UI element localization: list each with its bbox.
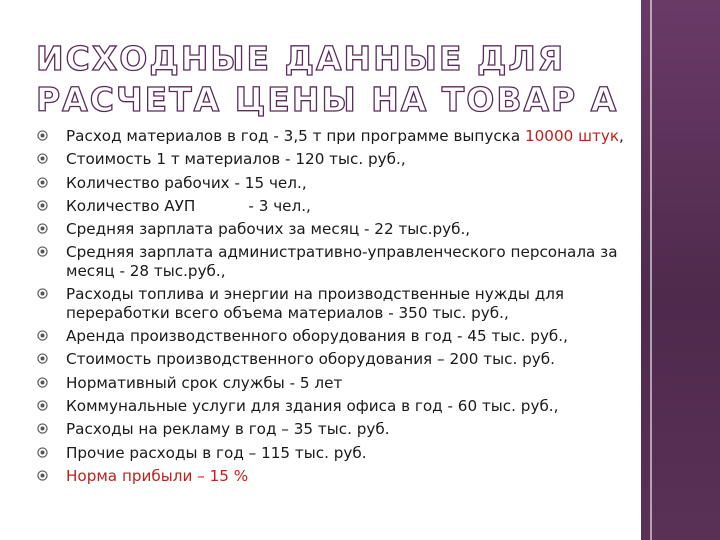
bullet-text: Прочие расходы в год – 115 тыс. руб. xyxy=(66,443,367,462)
target-bullet-icon xyxy=(37,246,48,257)
bullet-item xyxy=(36,327,628,346)
bullet-text: Количество АУП - 3 чел., xyxy=(66,196,311,215)
bullet-item xyxy=(36,444,628,463)
target-bullet-icon xyxy=(37,153,48,164)
title-line-2: РАСЧЕТА ЦЕНЫ НА ТОВАР А xyxy=(36,80,619,119)
bullet-item xyxy=(36,374,628,393)
bullet-item xyxy=(36,243,628,280)
bullet-text: Стоимость производственного оборудования – 200 тыс. руб. xyxy=(66,350,555,369)
bullet-text: Средняя зарплата рабочих за месяц - 22 тыс.руб., xyxy=(66,220,471,239)
bullet-highlight: 10000 штук xyxy=(524,127,620,145)
bullet-item xyxy=(36,420,628,439)
target-bullet-icon xyxy=(37,130,48,141)
bullet-item xyxy=(36,467,628,486)
target-bullet-icon xyxy=(37,330,48,341)
bullet-text: Аренда производственного оборудования в год - 45 тыс. руб., xyxy=(66,327,568,346)
bullet-item xyxy=(36,220,628,239)
right-accent-line xyxy=(650,0,652,540)
bullet-item xyxy=(36,127,628,146)
target-bullet-icon xyxy=(37,470,48,481)
bullet-item xyxy=(36,174,628,193)
bullet-tail: , xyxy=(619,127,624,145)
target-bullet-icon xyxy=(37,177,48,188)
bullet-item xyxy=(36,197,628,216)
target-bullet-icon xyxy=(37,447,48,458)
bullet-text: Средняя зарплата административно-управленческого персонала за месяц - 28 тыс.руб., xyxy=(66,243,618,280)
target-bullet-icon xyxy=(37,200,48,211)
target-bullet-icon xyxy=(37,223,48,234)
target-bullet-icon xyxy=(37,353,48,364)
bullet-item xyxy=(36,150,628,169)
bullet-text: Расходы на рекламу в год – 35 тыс. руб. xyxy=(66,420,390,439)
bullet-text: Стоимость 1 т материалов - 120 тыс. руб., xyxy=(66,150,406,169)
bullet-text: Количество рабочих - 15 чел., xyxy=(66,173,307,192)
right-accent-bar xyxy=(641,0,720,540)
bullet-item xyxy=(36,350,628,369)
bullet-text: Расход материалов в год - 3,5 т при программе выпуска xyxy=(66,127,525,145)
title-line-1: ИСХОДНЫЕ ДАННЫЕ ДЛЯ xyxy=(36,39,566,78)
target-bullet-icon xyxy=(37,377,48,388)
bullet-text: Нормативный срок службы - 5 лет xyxy=(66,373,343,392)
bullet-text: Коммунальные услуги для здания офиса в год - 60 тыс. руб., xyxy=(66,397,559,415)
bullet-text: Норма прибыли – 15 % xyxy=(66,466,249,485)
target-bullet-icon xyxy=(37,288,48,299)
bullet-text: Расходы топлива и энергии на производственные нужды для переработки всего объема материалов - 350 тыс. руб., xyxy=(66,285,565,322)
bullet-item xyxy=(36,285,628,322)
target-bullet-icon xyxy=(37,400,48,411)
bullet-item xyxy=(36,397,628,416)
bullet-list xyxy=(36,127,628,490)
target-bullet-icon xyxy=(37,423,48,434)
slide-title xyxy=(36,38,626,120)
